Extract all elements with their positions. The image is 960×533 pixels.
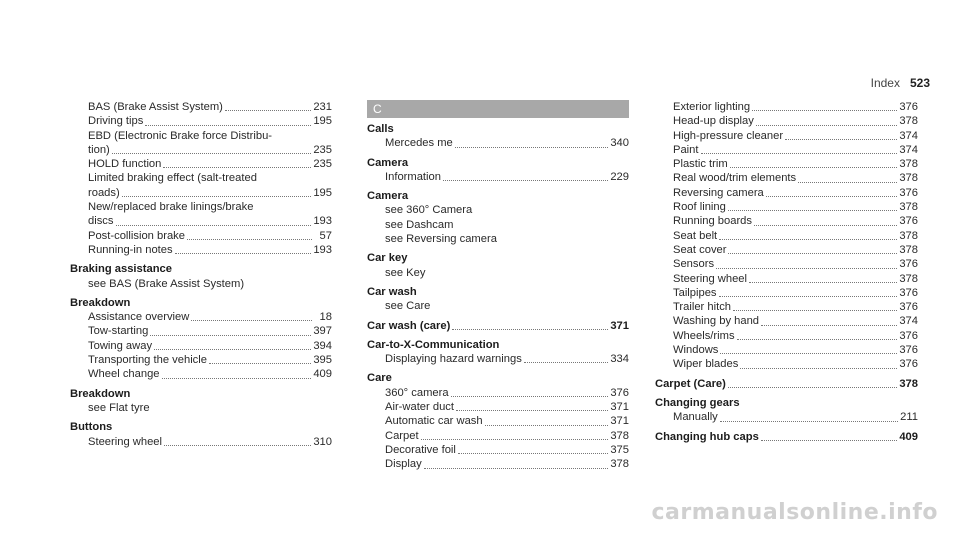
page-reference: 374 [899, 129, 918, 142]
leader-dots [112, 153, 312, 154]
index-subentry [655, 272, 918, 286]
page-reference: 57 [319, 229, 332, 242]
leader-dots [761, 440, 898, 441]
index-term [367, 285, 629, 299]
subentry-text: Mercedes me [385, 137, 453, 150]
subentry-text: Seat cover [673, 243, 727, 256]
page-reference: 378 [899, 201, 918, 214]
index-subentry [655, 114, 918, 128]
index-term [70, 296, 332, 310]
index-subentry [70, 339, 332, 353]
page-reference: 378 [610, 429, 629, 442]
subentry-text: Tow-starting [88, 325, 149, 338]
subentry-text: Roof lining [673, 201, 726, 214]
page-reference: 374 [899, 143, 918, 156]
index-entry [367, 156, 629, 185]
index-entry [70, 296, 332, 382]
leader-dots [424, 468, 609, 469]
leader-dots [733, 310, 897, 311]
leader-dots [749, 282, 897, 283]
page-reference: 231 [313, 101, 332, 113]
subentry-text: Steering wheel [673, 272, 748, 285]
leader-dots [740, 368, 897, 369]
term-text: Car wash (care) [367, 319, 451, 332]
index-subentry [655, 214, 918, 228]
page-reference: 376 [899, 301, 918, 314]
index-subentry [367, 299, 629, 313]
subentry-text: Information [385, 170, 441, 183]
leader-dots [728, 253, 897, 254]
term-text: Changing gears [655, 396, 740, 409]
term-text: Buttons [70, 421, 113, 434]
leader-dots [209, 363, 311, 364]
subentry-text: Reversing camera [673, 186, 764, 199]
index-entry [70, 262, 332, 291]
watermark: carmanualsonline.info [651, 500, 938, 525]
subentry-text: Steering wheel [88, 435, 163, 448]
subentry-text: EBD (Electronic Brake force Distribu- [88, 129, 273, 142]
index-subentry [367, 170, 629, 184]
index-subentry [70, 229, 332, 243]
leader-dots [719, 239, 897, 240]
index-subentry [70, 157, 332, 171]
page-reference: 378 [899, 377, 918, 390]
index-column-2 [367, 100, 629, 472]
subentry-text: Post-collision brake [88, 229, 186, 242]
subentry-text: 360° camera [385, 386, 449, 399]
subentry-text: Assistance overview [88, 311, 190, 324]
leader-dots [752, 110, 897, 111]
index-subentry [655, 343, 918, 357]
subentry-text: Wheel change [88, 368, 160, 381]
page-number: 523 [909, 76, 930, 90]
index-subentry [655, 200, 918, 214]
index-subentry [70, 367, 332, 381]
index-term [367, 251, 629, 265]
page-reference: 397 [313, 325, 332, 338]
leader-dots [730, 167, 898, 168]
page-reference: 409 [313, 368, 332, 381]
index-subentry [367, 232, 629, 246]
index-subentry [655, 143, 918, 157]
page-reference: 376 [899, 286, 918, 299]
subentry-text: Exterior lighting [673, 101, 751, 113]
subentry-text: New/replaced brake linings/brake [88, 201, 254, 214]
subentry-text: Windows [673, 344, 719, 357]
leader-dots [163, 167, 311, 168]
page-reference: 375 [610, 443, 629, 456]
leader-dots [785, 139, 897, 140]
page-reference: 229 [610, 170, 629, 183]
index-term [655, 377, 918, 391]
index-subentry [367, 266, 629, 280]
page-reference: 378 [899, 172, 918, 185]
subentry-text: Tailpipes [673, 286, 717, 299]
leader-dots [443, 180, 608, 181]
index-term [70, 420, 332, 434]
leader-dots [191, 320, 312, 321]
subentry-text: see Key [385, 266, 426, 279]
leader-dots [701, 153, 898, 154]
term-text: Car wash [367, 285, 417, 298]
index-subentry [70, 214, 332, 228]
leader-dots [798, 182, 897, 183]
index-term [367, 156, 629, 170]
index-subentry [655, 286, 918, 300]
term-text: Breakdown [70, 387, 131, 400]
leader-dots [225, 110, 311, 111]
index-subentry [367, 203, 629, 217]
subentry-text: Real wood/trim elements [673, 172, 797, 185]
subentry-text: Trailer hitch [673, 301, 732, 314]
subentry-text: see Flat tyre [88, 401, 150, 414]
leader-dots [175, 253, 312, 254]
subentry-text: Transporting the vehicle [88, 354, 207, 367]
page-reference: 376 [899, 358, 918, 371]
page-reference: 371 [610, 319, 629, 332]
index-subentry [655, 186, 918, 200]
index-term [367, 371, 629, 385]
index-entry [367, 122, 629, 151]
header-label: Index [870, 76, 900, 90]
subentry-text: roads) [88, 186, 120, 199]
subentry-text: Towing away [88, 339, 153, 352]
index-subentry [655, 357, 918, 371]
leader-dots [728, 387, 897, 388]
leader-dots [187, 239, 312, 240]
index-subentry [655, 300, 918, 314]
index-subentry [70, 129, 332, 143]
subentry-text: see Reversing camera [385, 233, 497, 246]
index-entry [367, 319, 629, 333]
page-reference: 378 [899, 243, 918, 256]
term-text: Braking assistance [70, 263, 172, 276]
page-reference: 310 [313, 435, 332, 448]
index-subentry [367, 386, 629, 400]
page-reference: 376 [899, 215, 918, 228]
index-subentry [655, 257, 918, 271]
page-reference: 340 [610, 137, 629, 150]
leader-dots [720, 353, 897, 354]
subentry-text: BAS (Brake Assist System) [88, 101, 223, 113]
subentry-text: Display [385, 458, 422, 471]
index-entry [655, 377, 918, 391]
term-text: Carpet (Care) [655, 377, 726, 390]
subentry-text: HOLD function [88, 158, 162, 171]
page-reference: 334 [610, 353, 629, 366]
term-text: Breakdown [70, 296, 131, 309]
index-term [655, 430, 918, 444]
index-term [367, 122, 629, 136]
index-term [367, 338, 629, 352]
index-subentry [70, 324, 332, 338]
page-reference: 409 [899, 430, 918, 443]
page-reference: 374 [899, 315, 918, 328]
leader-dots [451, 396, 609, 397]
page-reference: 376 [610, 386, 629, 399]
index-subentry [655, 129, 918, 143]
leader-dots [754, 225, 897, 226]
subentry-text: Paint [673, 143, 699, 156]
index-column-3 [655, 100, 918, 444]
subentry-text: High-pressure cleaner [673, 129, 784, 142]
subentry-text: Carpet [385, 429, 419, 442]
page-reference: 376 [899, 344, 918, 357]
leader-dots [728, 210, 897, 211]
subentry-text: Plastic trim [673, 158, 728, 171]
term-text: Calls [367, 123, 394, 135]
page-reference: 235 [313, 143, 332, 156]
leader-dots [720, 421, 898, 422]
subentry-text: see 360° Camera [385, 204, 473, 217]
index-subentry [367, 400, 629, 414]
leader-dots [150, 335, 311, 336]
leader-dots [485, 425, 609, 426]
leader-dots [761, 325, 897, 326]
section-letter: C [373, 102, 382, 116]
page-reference: 376 [899, 101, 918, 113]
subentry-text: Automatic car wash [385, 415, 483, 428]
index-subentry [367, 457, 629, 471]
subentry-text: Wiper blades [673, 358, 739, 371]
page-reference: 193 [313, 215, 332, 228]
subentry-text: Displaying hazard warnings [385, 353, 522, 366]
page-reference: 376 [899, 329, 918, 342]
subentry-text: see BAS (Brake Assist System) [88, 277, 245, 290]
leader-dots [716, 268, 897, 269]
subentry-text: tion) [88, 143, 110, 156]
index-subentry [367, 414, 629, 428]
index-subentry [70, 353, 332, 367]
index-subentry [70, 277, 332, 291]
index-subentry [70, 100, 332, 114]
index-subentry [655, 157, 918, 171]
leader-dots [162, 378, 312, 379]
index-entry [367, 189, 629, 246]
subentry-text: Running-in notes [88, 243, 173, 256]
index-subentry [655, 171, 918, 185]
subentry-text: Seat belt [673, 229, 718, 242]
term-text: Camera [367, 190, 409, 203]
index-subentry [70, 114, 332, 128]
subentry-text: see Dashcam [385, 218, 454, 231]
page-reference: 395 [313, 354, 332, 367]
index-subentry [70, 243, 332, 257]
index-term [70, 387, 332, 401]
index-entry [655, 396, 918, 425]
leader-dots [452, 329, 608, 330]
subentry-text: Washing by hand [673, 315, 760, 328]
page-reference: 376 [899, 186, 918, 199]
leader-dots [458, 453, 608, 454]
index-term [70, 262, 332, 276]
subentry-text: Wheels/rims [673, 329, 735, 342]
term-text: Car key [367, 252, 408, 265]
page-reference: 376 [899, 258, 918, 271]
leader-dots [455, 147, 609, 148]
subentry-text: Manually [673, 411, 718, 424]
page-reference: 394 [313, 339, 332, 352]
index-term [367, 189, 629, 203]
index-subentry [70, 186, 332, 200]
leader-dots [719, 296, 898, 297]
subentry-text: Head-up display [673, 115, 754, 128]
leader-dots [154, 349, 311, 350]
index-entry [70, 420, 332, 449]
subentry-text: Running boards [673, 215, 752, 228]
page-reference: 378 [899, 115, 918, 128]
index-subentry [70, 435, 332, 449]
index-entry [367, 285, 629, 314]
leader-dots [145, 125, 311, 126]
page-reference: 18 [319, 311, 332, 324]
index-subentry [70, 310, 332, 324]
index-term [655, 396, 918, 410]
term-text: Car-to-X-Communication [367, 338, 500, 351]
index-subentry [655, 100, 918, 114]
page-reference: 371 [610, 401, 629, 414]
index-entry [367, 338, 629, 367]
page-reference: 193 [313, 243, 332, 256]
term-text: Care [367, 372, 392, 385]
index-subentry [70, 401, 332, 415]
leader-dots [766, 196, 898, 197]
index-term [367, 319, 629, 333]
leader-dots [456, 410, 608, 411]
leader-dots [164, 445, 311, 446]
leader-dots [524, 362, 609, 363]
subentry-text: Sensors [673, 258, 715, 271]
leader-dots [122, 196, 312, 197]
index-column-1 [70, 100, 332, 449]
index-subentry [70, 200, 332, 214]
subentry-text: Driving tips [88, 115, 144, 128]
index-entry [367, 371, 629, 471]
page-reference: 378 [610, 458, 629, 471]
page-reference: 378 [899, 272, 918, 285]
index-entry [655, 430, 918, 444]
index-subentry [655, 243, 918, 257]
index-entry [70, 387, 332, 416]
index-subentry [655, 410, 918, 424]
index-entry [367, 251, 629, 280]
index-subentry [367, 352, 629, 366]
leader-dots [737, 339, 898, 340]
index-subentry [367, 136, 629, 150]
index-subentry [367, 429, 629, 443]
page-reference: 371 [610, 415, 629, 428]
index-subentry [70, 143, 332, 157]
subentry-text: see Care [385, 300, 431, 313]
page-reference: 211 [900, 411, 918, 424]
page-reference: 195 [313, 115, 332, 128]
index-subentry [655, 229, 918, 243]
page-reference: 378 [899, 158, 918, 171]
page-reference: 195 [313, 186, 332, 199]
term-text: Camera [367, 156, 409, 169]
section-letter-bar [367, 100, 629, 118]
page-reference: 378 [899, 229, 918, 242]
subentry-text: Air-water duct [385, 401, 455, 414]
term-text: Changing hub caps [655, 430, 759, 443]
index-subentry [367, 443, 629, 457]
index-subentry [367, 218, 629, 232]
index-subentry [655, 329, 918, 343]
index-subentry [655, 314, 918, 328]
page-reference: 235 [313, 158, 332, 171]
leader-dots [421, 439, 609, 440]
subentry-text: discs [88, 215, 114, 228]
page-header [871, 76, 930, 90]
index-subentry [70, 171, 332, 185]
leader-dots [756, 125, 897, 126]
subentry-text: Decorative foil [385, 443, 456, 456]
subentry-text: Limited braking effect (salt-treated [88, 172, 257, 185]
leader-dots [116, 225, 312, 226]
